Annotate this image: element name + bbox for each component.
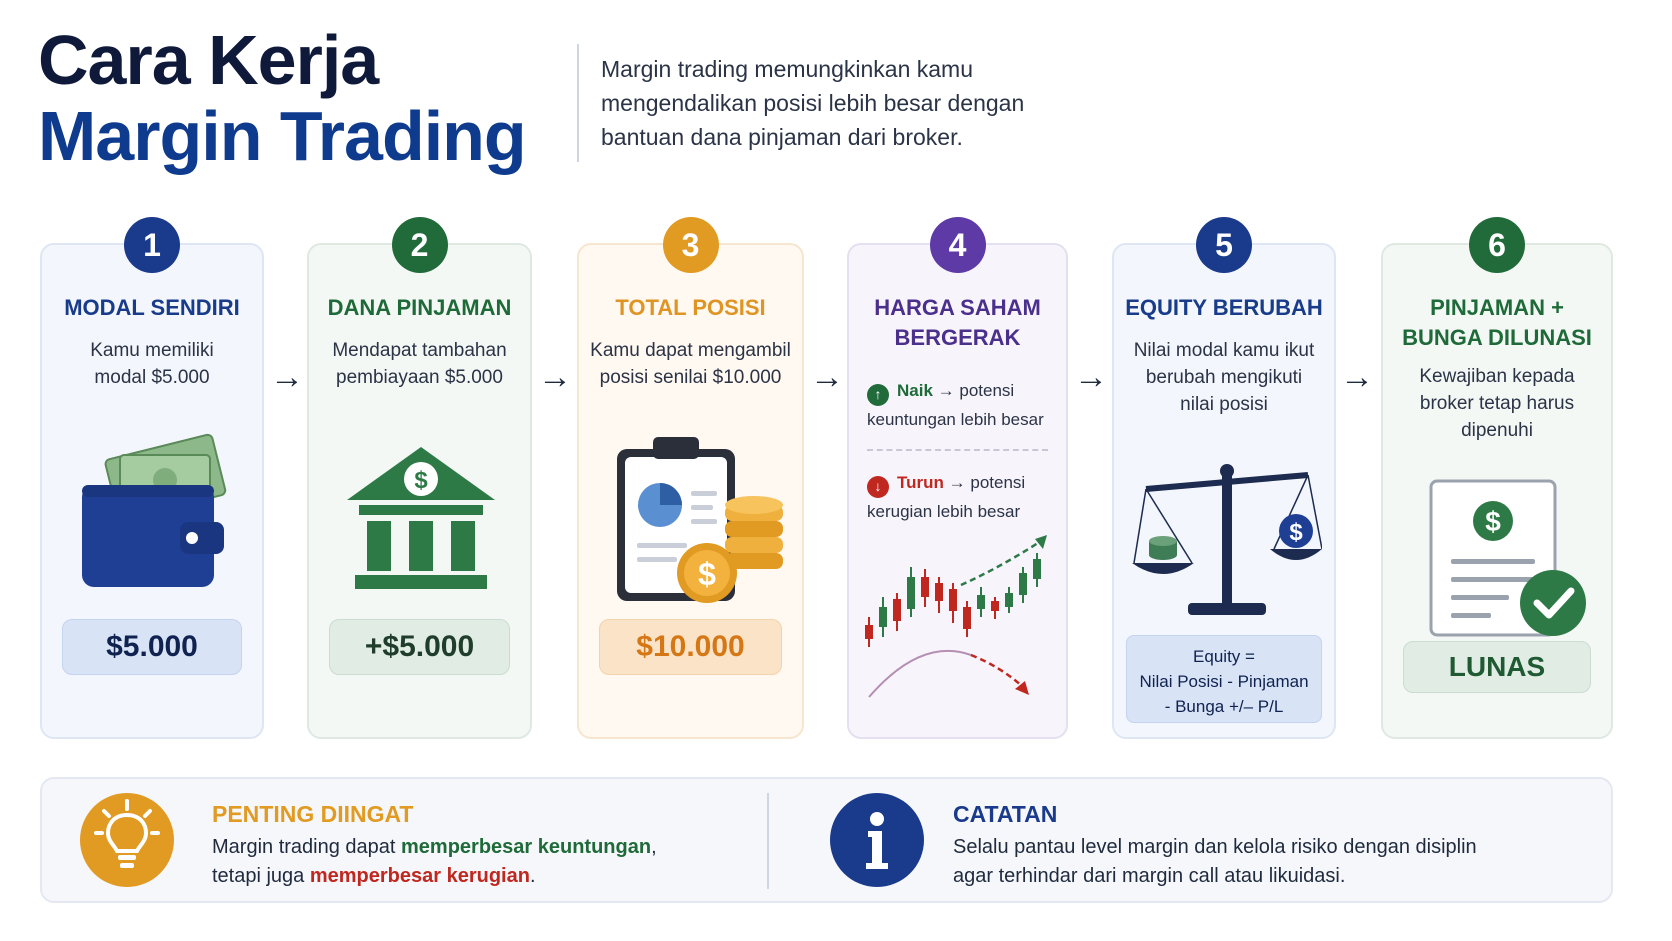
header-divider	[577, 44, 579, 162]
price-down-row	[867, 469, 1056, 525]
important-text-1: Margin trading dapat	[212, 836, 402, 858]
step-title: HARGA SAHAM BERGERAK	[874, 295, 1041, 350]
highlight-loss: memperbesar kerugian	[309, 865, 530, 887]
step-card-6	[1381, 226, 1613, 739]
important-text-4: .	[529, 865, 536, 887]
formula-line-1: Equity =	[1193, 647, 1255, 666]
step-number: 6	[1469, 217, 1525, 273]
step-description: Nilai modal kamu ikut berubah mengikuti nilai posisi	[1133, 340, 1315, 415]
header-description: Margin trading memungkinkan kamu mengendalikan posisi lebih besar dengan bantuan dana pinjaman dari broker.	[601, 56, 1025, 150]
flow-arrow: →	[270, 358, 304, 396]
down-arrow: →	[948, 473, 966, 492]
important-text-2: ,	[651, 836, 657, 858]
step-card-4	[847, 226, 1068, 739]
bottom-panel	[40, 777, 1613, 903]
step-card-3	[577, 226, 804, 739]
down-text: potensi kerugian lebih besar	[867, 473, 1026, 521]
note-line-1: Selalu pantau level margin dan kelola risiko dengan disiplin	[953, 836, 1477, 858]
important-title: PENTING DIINGAT	[212, 801, 414, 827]
note-title: CATATAN	[953, 801, 1058, 827]
highlight-gain: memperbesar keuntungan	[401, 836, 652, 858]
step-number: 2	[392, 217, 448, 273]
candlestick-chart-icon	[861, 527, 1057, 707]
bank-icon	[345, 445, 497, 595]
equity-formula	[1126, 635, 1322, 723]
flow-arrow: →	[538, 358, 572, 396]
status-badge: LUNAS	[1403, 641, 1591, 693]
price-up-row	[867, 377, 1056, 433]
up-text: potensi keuntungan lebih besar	[867, 381, 1044, 429]
step-description: Kamu memiliki modal $5.000	[90, 340, 214, 388]
up-arrow: →	[937, 381, 955, 400]
step-number: 4	[930, 217, 986, 273]
arrow-down-icon: ↓	[867, 476, 889, 498]
clipboard-coins-icon	[615, 433, 785, 608]
arrow-up-icon: ↑	[867, 384, 889, 406]
bottom-divider	[767, 793, 769, 889]
balance-scale-icon	[1132, 463, 1322, 621]
step-value: $5.000	[62, 619, 242, 675]
down-label: Turun	[897, 473, 944, 492]
lightbulb-icon	[80, 793, 174, 887]
step-description: Kamu dapat mengambil posisi senilai $10.000	[590, 340, 791, 388]
formula-line-2: Nilai Posisi - Pinjaman	[1139, 672, 1309, 691]
step-number: 5	[1196, 217, 1252, 273]
title-line-1: Cara Kerja	[38, 21, 379, 99]
flow-arrow: →	[1340, 358, 1374, 396]
step-card-2	[307, 226, 532, 739]
svg-text:$: $	[1289, 519, 1303, 546]
step-title: TOTAL POSISI	[615, 295, 766, 320]
info-icon	[830, 793, 924, 887]
note-text	[953, 833, 1573, 891]
title-line-2: Margin Trading	[38, 97, 526, 175]
svg-text:$: $	[414, 467, 428, 494]
step-value: +$5.000	[329, 619, 510, 675]
step-value: $10.000	[599, 619, 782, 675]
paid-document-icon	[1429, 479, 1589, 639]
step-card-5	[1112, 226, 1336, 739]
flow-arrow: →	[1074, 358, 1108, 396]
step-title: MODAL SENDIRI	[64, 295, 240, 320]
up-label: Naik	[897, 381, 933, 400]
step-title: PINJAMAN + BUNGA DILUNASI	[1402, 295, 1592, 350]
step-number: 3	[663, 217, 719, 273]
flow-arrow: →	[810, 358, 844, 396]
step-card-1	[40, 226, 264, 739]
step-description: Kewajiban kepada broker tetap harus dipenuhi	[1419, 366, 1575, 441]
dashed-divider	[867, 449, 1048, 451]
formula-line-3: - Bunga +/– P/L	[1164, 697, 1284, 716]
svg-text:$: $	[1485, 506, 1501, 537]
important-text	[212, 833, 732, 891]
important-text-3: tetapi juga	[212, 865, 310, 887]
page-title	[38, 22, 526, 174]
step-description: Mendapat tambahan pembiayaan $5.000	[332, 340, 507, 388]
note-line-2: agar terhindar dari margin call atau likuidasi.	[953, 865, 1346, 887]
svg-text:$: $	[698, 556, 716, 592]
wallet-icon	[80, 425, 230, 590]
step-number: 1	[124, 217, 180, 273]
step-title: EQUITY BERUBAH	[1125, 295, 1323, 320]
step-title: DANA PINJAMAN	[327, 295, 512, 320]
